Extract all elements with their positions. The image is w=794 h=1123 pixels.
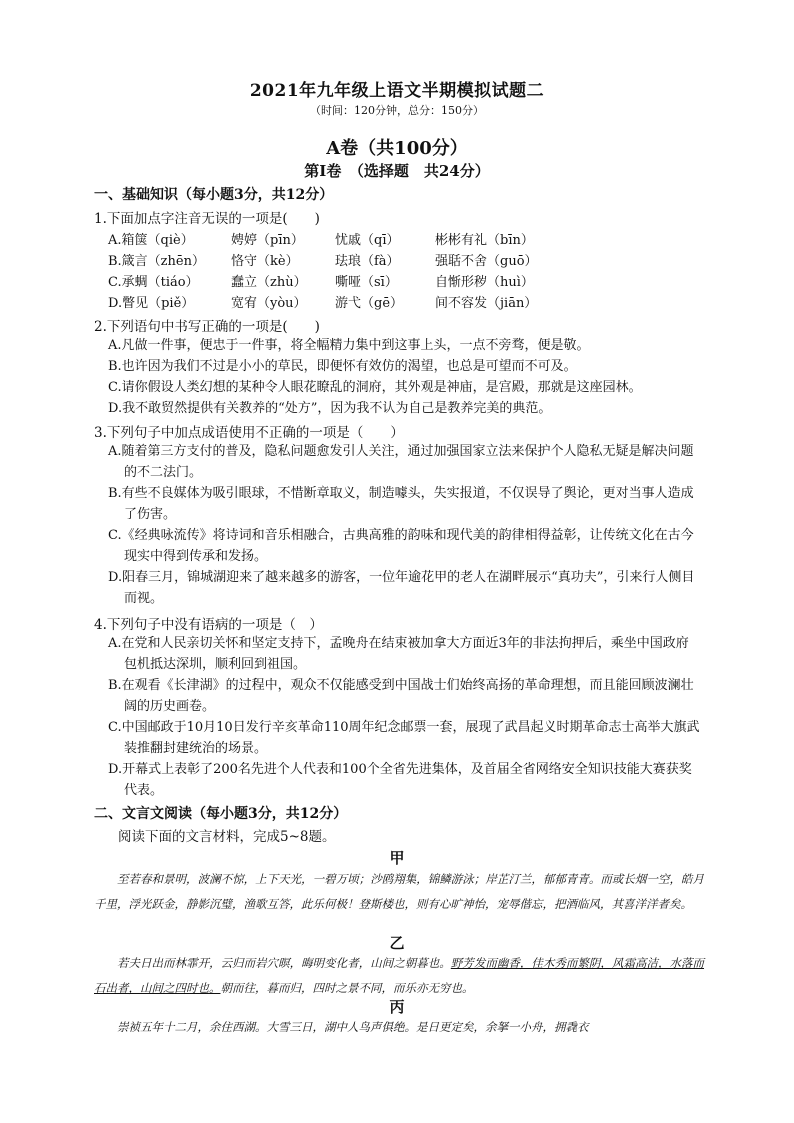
passage-yi-title: 乙 <box>389 934 405 952</box>
q1-b-4: 强聒不舍（guō） <box>435 254 538 269</box>
q3-option-d: D.阳春三月，锦城湖迎来了越来越多的游客，一位年逾花甲的老人在湖畔展示“真功夫”，引来行人侧目而视。 <box>108 570 695 606</box>
q4-stem: 4.下列句子中没有语病的一项是（ ） <box>94 617 323 633</box>
q1-option-b <box>108 250 708 269</box>
q1-c-1: C.承蜩（tiáo） <box>108 275 199 290</box>
q2-option-d: D.我不敢贸然提供有关教养的“处方”，因为我不认为自己是教养完美的典范。 <box>108 401 552 416</box>
passage-jia-text: 至若春和景明，波澜不惊，上下天光，一碧万顷；沙鸥翔集，锦鳞游泳；岸芷汀兰，郁郁青青。而或长烟一空，皓月千里，浮光跃金，静影沉璧，渔歌互答，此乐何极！登斯楼也，则有心旷神怡，宠辱偕忘，把酒临风，其喜洋洋者矣。 <box>94 872 704 911</box>
q2-option-a: A.凡做一件事，便忠于一件事，将全幅精力集中到这事上头，一点不旁骛，便是敬。 <box>108 338 590 353</box>
section2-intro: 阅读下面的文言材料，完成5~8题。 <box>118 829 336 845</box>
q1-a-1: A.箱箧（qiè） <box>108 233 194 248</box>
q3-option-a: A.随着第三方支付的普及，隐私问题愈发引人关注，通过加强国家立法来保护个人隐私无疑是解决问题的不二法门。 <box>108 444 694 480</box>
passage-yi-text <box>94 951 704 1001</box>
passage-bing-text: 崇祯五年十二月，余住西湖。大雪三日，湖中人鸟声俱绝。是日更定矣，余拏一小舟，拥毳衣 <box>117 1020 589 1034</box>
q1-b-1: B.箴言（zhēn） <box>108 254 205 269</box>
passage-yi-text-tail: 朝而往，暮而归，四时之景不同，而乐亦无穷也。 <box>220 981 474 995</box>
q3-options <box>108 441 700 609</box>
q2-option-b: B.也许因为我们不过是小小的草民，即便怀有效仿的渴望，也总是可望而不可及。 <box>108 359 577 374</box>
exam-subtitle: （时间：120分钟，总分：150分） <box>310 104 484 117</box>
q1-d-4: 间不容发（jiān） <box>435 296 538 311</box>
q1-a-4: 彬彬有礼（bīn） <box>435 233 534 248</box>
q2-option-c: C.请你假设人类幻想的某种令人眼花瞭乱的洞府，其外观是神庙，是宫殿，那就是这座园林。 <box>108 380 642 395</box>
q4-option-c: C.中国邮政于10月10日发行辛亥革命110周年纪念邮票一套，展现了武昌起义时期革命志士高举大旗武装推翻封建统治的场景。 <box>108 720 700 756</box>
q1-stem: 1.下面加点字注音无误的一项是( ) <box>94 211 320 227</box>
q1-option-c <box>108 271 708 290</box>
q1-d-2: 宽宥（yòu） <box>231 296 307 311</box>
passage-yi-text-underlined: 野芳发而幽香，佳木秀而繁阴，风霜高洁，水落而石出者，山间之四时也。 <box>94 956 705 995</box>
q3-option-b: B.有些不良媒体为吸引眼球，不惜断章取义，制造噱头，失实报道，不仅误导了舆论，更对当事人造成了伤害。 <box>108 486 694 522</box>
q4-option-a: A.在党和人民亲切关怀和坚定支持下，孟晚舟在结束被加拿大方面近3年的非法拘押后，乘坐中国政府包机抵达深圳，顺利回到祖国。 <box>108 636 689 672</box>
q1-b-2: 恪守（kè） <box>231 254 299 269</box>
passage-yi-text-plain: 若夫日出而林霏开，云归而岩穴暝，晦明变化者，山间之朝暮也。 <box>117 956 451 970</box>
q2-options <box>108 335 700 419</box>
passage-jia-title: 甲 <box>389 849 405 867</box>
q3-stem: 3.下列句子中加点成语使用不正确的一项是（ ） <box>94 425 404 441</box>
q4-option-d: D.开幕式上表彰了200名先进个人代表和100个全省先进集体，及首届全省网络安全知识技能大赛获奖代表。 <box>108 762 692 798</box>
q4-option-b: B.在观看《长津湖》的过程中，观众不仅能感受到中国战士们始终高扬的革命理想，而且能回顾波澜壮阔的历史画卷。 <box>108 678 694 714</box>
q1-a-2: 娉婷（pīn） <box>231 233 304 248</box>
q1-c-2: 蠢立（zhù） <box>231 275 307 290</box>
q3-option-c: C.《经典咏流传》将诗词和音乐相融合，古典高雅的韵味和现代美的韵律相得益彰，让传统文化在古今现实中得到传承和发扬。 <box>108 528 694 564</box>
q1-c-4: 自惭形秽（huì） <box>435 275 534 290</box>
q4-options <box>108 633 700 801</box>
q1-d-3: 游弋（gē） <box>335 296 404 311</box>
q1-d-1: D.瞥见（piě） <box>108 296 195 311</box>
exam-title: 2021年九年级上语文半期模拟试题二 <box>249 81 545 101</box>
part-heading: 第Ⅰ卷 （选择题 共24分） <box>304 162 490 180</box>
volume-heading: A卷（共100分） <box>326 138 468 159</box>
q1-a-3: 忧戚（qī） <box>335 233 400 248</box>
q1-option-d <box>108 292 708 311</box>
q1-b-3: 珐琅（fà） <box>335 254 400 269</box>
passage-bing-title: 丙 <box>389 998 405 1016</box>
q2-stem: 2.下列语句中书写正确的一项是( ) <box>94 319 320 335</box>
q1-option-a <box>108 229 708 248</box>
q1-c-3: 嘶哑（sī） <box>335 275 398 290</box>
section2-heading: 二、文言文阅读（每小题3分，共12分） <box>94 806 348 822</box>
section1-heading: 一、基础知识（每小题3分，共12分） <box>94 187 334 203</box>
